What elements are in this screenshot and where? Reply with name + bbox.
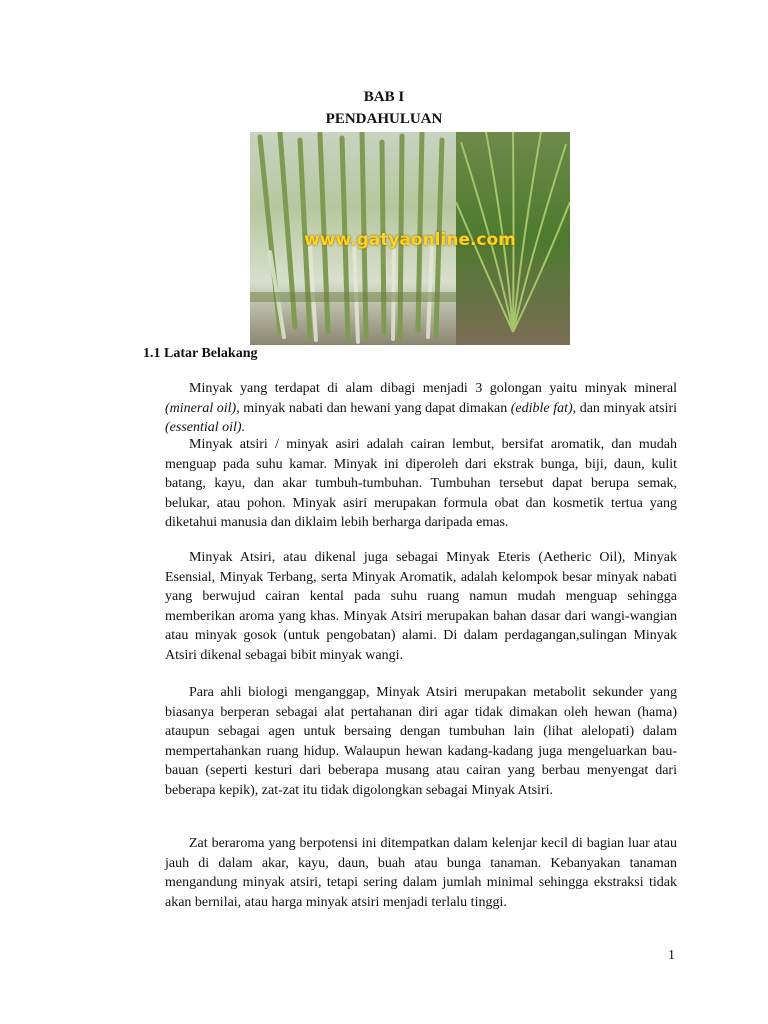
page-number: 1 xyxy=(668,948,675,963)
paragraph-3 xyxy=(165,548,677,666)
paragraph-1 xyxy=(165,379,677,438)
paragraph-5-text: Zat beraroma yang berpotensi ini ditempatkan dalam kelenjar kecil di bagian luar atau jauh di dalam akar, kayu, daun, buah atau bunga tanaman. Kebanyakan tanaman mengandung minyak atsiri, tetapi sering dalam jumlah minimal sehingga ekstraksi tidak akan bernilai, atau harga minyak atsiri menjadi terlalu tinggi. xyxy=(165,836,677,910)
term-essential-oil: (essential oil) xyxy=(165,420,242,436)
lemongrass-photo xyxy=(250,132,570,345)
paragraph-1-text-c: , minyak nabati dan hewani yang dapat dimakan xyxy=(236,400,511,416)
term-edible-fat: (edible fat) xyxy=(510,400,573,416)
paragraph-2-text: Minyak atsiri / minyak asiri adalah cairan lembut, bersifat aromatik, dan mudah menguap pada suhu kamar. Minyak ini diperoleh dari ekstrak bunga, biji, daun, kulit batang, kayu, dan akar tumbuh-tumbuhan. Tumbuhan tersebut dapat berupa semak, belukar, atau pohon. Minyak asiri merupakan formula obat dan kosmetik tertua yang diketahui manusia dan diklaim lebih berharga daripada emas. xyxy=(165,437,677,531)
photo-watermark: www.gatyaonline.com xyxy=(304,230,516,250)
paragraph-4 xyxy=(165,683,677,801)
term-mineral-oil: (mineral oil) xyxy=(165,400,237,416)
paragraph-4-text: Para ahli biologi menganggap, Minyak Atsiri merupakan metabolit sekunder yang biasanya berperan sebagai alat pertahanan diri agar tidak dimakan oleh hewan (hama) ataupun sebagai agen untuk bersaing dengan tumbuhan lain (lihat alelopati) dalam mempertahankan ruang hidup. Walaupun hewan kadang-kadang juga mengeluarkan bau-bauan (seperti kesturi dari beberapa musang atau cairan yang berbau menyengat dari beberapa kepik), zat-zat itu tidak digolongkan sebagai Minyak Atsiri. xyxy=(165,685,677,798)
paragraph-1-text-a: Minyak yang terdapat di alam dibagi menjadi 3 golongan yaitu minyak mineral xyxy=(189,381,677,396)
chapter-label: BAB I xyxy=(363,89,405,105)
chapter-title: PENDAHULUAN xyxy=(325,111,443,127)
paragraph-3-text: Minyak Atsiri, atau dikenal juga sebagai Minyak Eteris (Aetheric Oil), Minyak Esensial, Minyak Terbang, serta Minyak Aromatik, adalah kelompok besar minyak nabati yang berwujud cairan kental pada suhu ruang namun mudah menguap sehingga memberikan aroma yang khas. Minyak Atsiri merupakan bahan dasar dari wangi-wangian atau minyak gosok (untuk pengobatan) alami. Di dalam perdagangan,sulingan Minyak Atsiri dikenal sebagai bibit minyak wangi. xyxy=(165,550,677,663)
paragraph-1-text-e: , dan minyak atsiri xyxy=(572,400,678,416)
paragraph-2 xyxy=(165,435,677,533)
paragraph-1-text-g: . xyxy=(241,420,246,436)
section-heading: 1.1 Latar Belakang xyxy=(143,346,258,361)
paragraph-5 xyxy=(165,834,677,912)
